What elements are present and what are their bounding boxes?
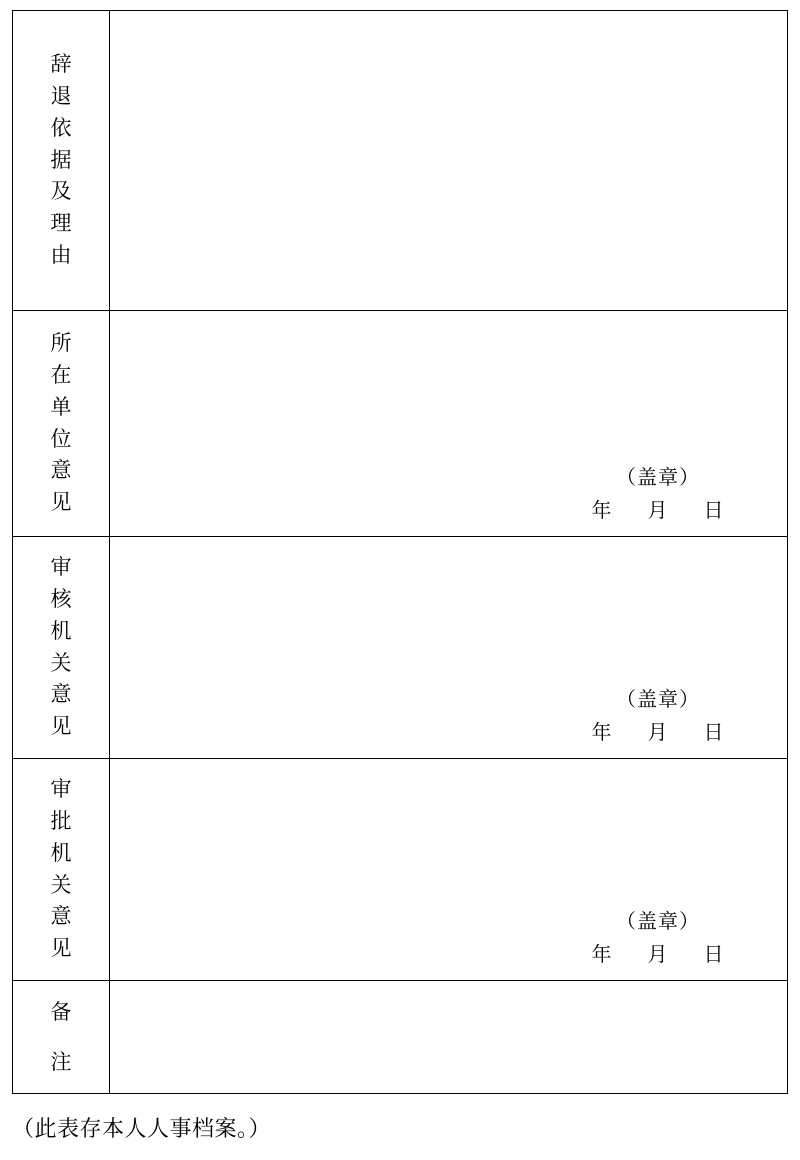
label-char: 审 bbox=[50, 554, 72, 579]
table-row-reason bbox=[13, 11, 788, 311]
date-month-approval: 月 bbox=[647, 942, 669, 966]
label-char: 据 bbox=[50, 147, 72, 172]
label-char: 见 bbox=[50, 936, 72, 961]
label-char: 审 bbox=[50, 776, 72, 801]
dismissal-form-table bbox=[12, 10, 788, 1094]
label-char: 见 bbox=[50, 714, 72, 739]
row-label-remark-text bbox=[13, 987, 109, 1088]
date-day-review: 日 bbox=[703, 720, 725, 744]
row-label-approval-opinion bbox=[13, 759, 110, 981]
label-char: 意 bbox=[50, 458, 72, 483]
label-char: 关 bbox=[50, 650, 72, 675]
date-year-review: 年 bbox=[591, 720, 613, 744]
date-line-unit bbox=[589, 495, 727, 526]
label-char: 在 bbox=[50, 362, 72, 387]
date-year-unit: 年 bbox=[591, 498, 613, 522]
row-label-reason bbox=[13, 11, 110, 311]
label-char: 位 bbox=[50, 426, 72, 451]
label-char: 机 bbox=[50, 618, 72, 643]
date-year-approval: 年 bbox=[591, 942, 613, 966]
date-line-review bbox=[589, 717, 727, 748]
table-row-review-opinion bbox=[13, 537, 788, 759]
signature-block-unit bbox=[589, 462, 727, 526]
row-content-approval-opinion[interactable] bbox=[110, 759, 788, 981]
signature-block-approval bbox=[589, 906, 727, 970]
label-char: 辞 bbox=[50, 51, 72, 76]
date-line-approval bbox=[589, 939, 727, 970]
date-month-review: 月 bbox=[647, 720, 669, 744]
row-label-review-opinion-text bbox=[48, 552, 74, 743]
row-label-unit-opinion-text bbox=[48, 328, 74, 519]
row-label-approval-opinion-text bbox=[48, 774, 74, 965]
label-char: 理 bbox=[50, 211, 72, 236]
label-char: 机 bbox=[50, 840, 72, 865]
date-day-approval: 日 bbox=[703, 942, 725, 966]
row-content-remark[interactable] bbox=[110, 981, 788, 1094]
label-char: 单 bbox=[50, 394, 72, 419]
label-char: 由 bbox=[50, 243, 72, 268]
label-char: 退 bbox=[50, 83, 72, 108]
seal-label-review: （盖章） bbox=[616, 687, 700, 711]
label-char: 备 bbox=[50, 999, 72, 1024]
table-row-unit-opinion bbox=[13, 311, 788, 537]
document-footnote: （此表存本人人事档案。） bbox=[12, 1117, 272, 1142]
row-content-review-opinion[interactable] bbox=[110, 537, 788, 759]
row-content-unit-opinion[interactable] bbox=[110, 311, 788, 537]
date-month-unit: 月 bbox=[647, 498, 669, 522]
label-char: 依 bbox=[50, 115, 72, 140]
label-char: 关 bbox=[50, 872, 72, 897]
row-label-remark bbox=[13, 981, 110, 1094]
label-char: 见 bbox=[50, 490, 72, 515]
table-row-remark bbox=[13, 981, 788, 1094]
seal-label-approval: （盖章） bbox=[616, 909, 700, 933]
label-char: 意 bbox=[50, 904, 72, 929]
table-row-approval-opinion bbox=[13, 759, 788, 981]
label-char: 核 bbox=[50, 586, 72, 611]
row-label-review-opinion bbox=[13, 537, 110, 759]
label-char: 注 bbox=[50, 1050, 72, 1074]
row-label-unit-opinion bbox=[13, 311, 110, 537]
seal-label-unit: （盖章） bbox=[616, 465, 700, 489]
row-content-reason[interactable] bbox=[110, 11, 788, 311]
signature-block-review bbox=[589, 684, 727, 748]
label-char: 意 bbox=[50, 682, 72, 707]
label-char: 所 bbox=[50, 330, 72, 355]
date-day-unit: 日 bbox=[703, 498, 725, 522]
row-label-reason-text bbox=[48, 49, 74, 272]
label-char: 批 bbox=[50, 808, 72, 833]
label-char: 及 bbox=[50, 179, 72, 204]
